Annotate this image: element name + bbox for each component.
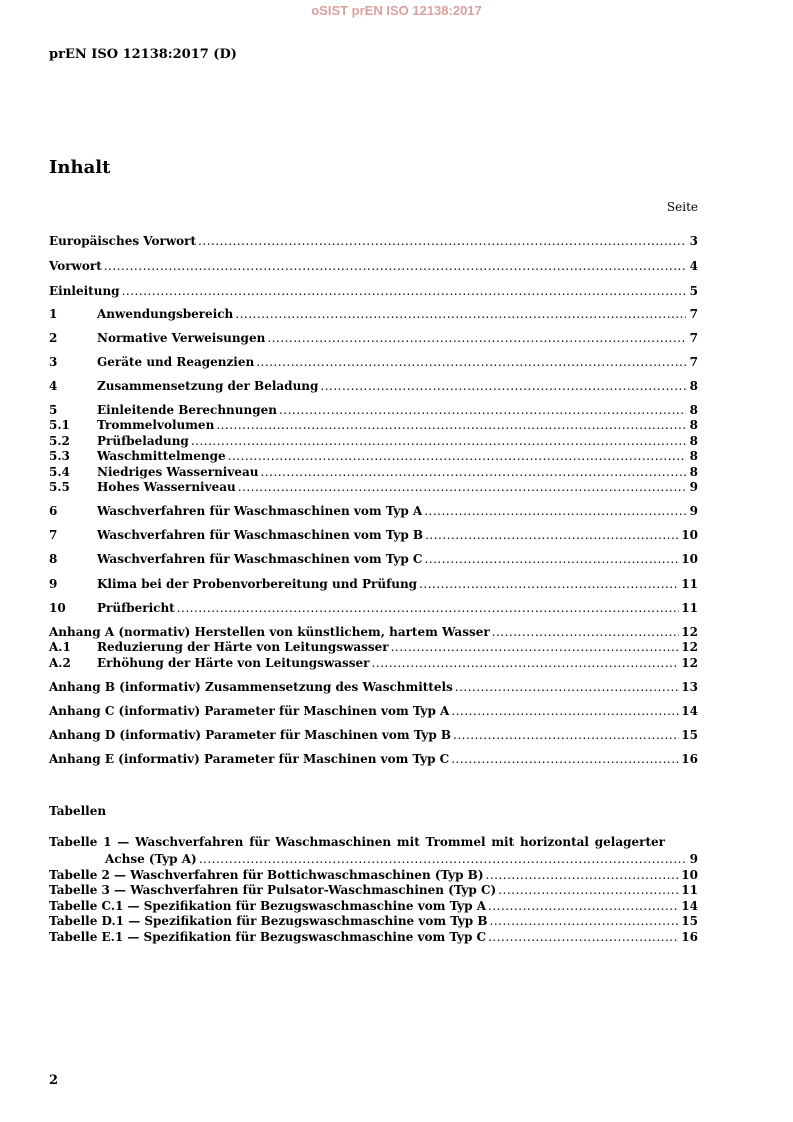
toc-entry-title: Prüfbericht xyxy=(97,601,175,615)
toc-entry[interactable] xyxy=(49,232,698,248)
toc-leader xyxy=(235,307,686,321)
page-title: Inhalt xyxy=(49,157,111,178)
toc-entry-title: Anhang D (informativ) Parameter für Maschinen vom Typ B xyxy=(49,728,452,742)
toc-entry-number: 5.3 xyxy=(49,449,70,463)
toc-entry[interactable] xyxy=(49,638,698,654)
toc-entry-page: 14 xyxy=(681,704,698,718)
toc-entry[interactable] xyxy=(49,447,698,463)
table-entry-title: Tabelle 2 — Waschverfahren für Bottichwaschmaschinen (Typ B) xyxy=(49,868,484,882)
toc-entry-number: A.2 xyxy=(49,656,71,670)
toc-entry-page: 10 xyxy=(681,552,698,566)
watermark: oSIST prEN ISO 12138:2017 xyxy=(311,3,482,18)
table-entry-title: Tabelle E.1 — Spezifikation für Bezugswaschmaschine vom Typ C xyxy=(49,930,487,944)
toc-entry-title: Normative Verweisungen xyxy=(97,331,266,345)
toc-entry-page: 16 xyxy=(681,752,698,766)
toc-entry-page: 8 xyxy=(689,379,698,393)
toc-leader xyxy=(486,868,680,882)
toc-entry-page: 12 xyxy=(681,656,698,670)
toc-entry-page: 10 xyxy=(681,528,698,542)
table-entry[interactable] xyxy=(49,912,698,928)
tables-heading: Tabellen xyxy=(49,804,107,818)
toc-entry-page: 9 xyxy=(689,504,698,518)
toc-leader xyxy=(177,601,680,615)
toc-entry-title: Einleitende Berechnungen xyxy=(97,403,277,417)
toc-entry-number: 5 xyxy=(49,403,58,417)
toc-entry-title: Prüfbeladung xyxy=(97,434,189,448)
table-entry-page: 9 xyxy=(689,852,698,866)
toc-entry[interactable] xyxy=(49,305,698,321)
toc-entry-title: Waschverfahren für Waschmaschinen vom Typ A xyxy=(97,504,423,518)
toc-leader xyxy=(256,355,686,369)
toc-entry[interactable] xyxy=(49,282,698,298)
toc-entry-page: 12 xyxy=(681,625,698,639)
toc-entry-page: 11 xyxy=(681,577,698,591)
toc-entry-title: Klima bei der Probenvorbereitung und Prüfung xyxy=(97,577,418,591)
table-entry-page: 15 xyxy=(681,914,698,928)
toc-leader xyxy=(419,577,679,591)
toc-entry-title: Anhang A (normativ) Herstellen von künstlichem, hartem Wasser xyxy=(49,625,490,639)
toc-entry-number: 5.4 xyxy=(49,465,70,479)
table-entry-title: Tabelle 3 — Waschverfahren für Pulsator-Waschmaschinen (Typ C) xyxy=(49,883,497,897)
toc-leader xyxy=(122,284,686,298)
toc-leader xyxy=(216,418,686,432)
toc-leader xyxy=(238,480,686,494)
toc-entry[interactable] xyxy=(49,550,698,566)
table-entry-page: 10 xyxy=(681,868,698,882)
table-entry-line[interactable]: Tabelle 1 — Waschverfahren für Waschmaschinen mit Trommel mit horizontal gelagerter xyxy=(49,835,665,849)
table-entry[interactable] xyxy=(105,850,698,866)
toc-entry-page: 11 xyxy=(681,601,698,615)
table-entry-page: 11 xyxy=(681,883,698,897)
toc-entry-number: 7 xyxy=(49,528,58,542)
table-entry-title: Achse (Typ A) xyxy=(105,852,197,866)
toc-entry-number: 5.2 xyxy=(49,434,70,448)
toc-leader xyxy=(267,331,686,345)
toc-entry[interactable] xyxy=(49,377,698,393)
toc-leader xyxy=(199,852,686,866)
toc-entry[interactable] xyxy=(49,575,698,591)
toc-entry[interactable] xyxy=(49,463,698,479)
toc-leader xyxy=(228,449,686,463)
toc-entry-page: 12 xyxy=(681,640,698,654)
toc-entry-number: 5.5 xyxy=(49,480,70,494)
toc-leader xyxy=(488,930,679,944)
toc-entry-title: Anhang B (informativ) Zusammensetzung des Waschmittels xyxy=(49,680,453,694)
toc-entry-number: 2 xyxy=(49,331,58,345)
toc-entry-page: 8 xyxy=(689,449,698,463)
toc-entry-page: 13 xyxy=(681,680,698,694)
toc-entry[interactable] xyxy=(49,726,698,742)
toc-leader xyxy=(455,680,680,694)
toc-leader xyxy=(492,625,680,639)
toc-entry-page: 8 xyxy=(689,403,698,417)
toc-leader xyxy=(191,434,686,448)
toc-entry-title: Geräte und Reagenzien xyxy=(97,355,255,369)
toc-entry-number: 1 xyxy=(49,307,58,321)
toc-entry[interactable] xyxy=(49,478,698,494)
toc-leader xyxy=(279,403,686,417)
toc-leader xyxy=(451,752,679,766)
table-entry[interactable] xyxy=(49,866,698,882)
toc-leader xyxy=(198,234,686,248)
toc-entry-title: Hohes Wasserniveau xyxy=(97,480,236,494)
toc-leader xyxy=(490,914,680,928)
toc-entry[interactable] xyxy=(49,623,698,639)
table-entry[interactable] xyxy=(49,928,698,944)
toc-entry[interactable] xyxy=(49,416,698,432)
toc-entry[interactable] xyxy=(49,401,698,417)
toc-entry-title: Einleitung xyxy=(49,284,120,298)
toc-entry-title: Zusammensetzung der Beladung xyxy=(97,379,319,393)
toc-entry-page: 7 xyxy=(689,307,698,321)
toc-entry-page: 15 xyxy=(681,728,698,742)
toc-leader xyxy=(104,259,686,273)
toc-entry-title: Reduzierung der Härte von Leitungswasser xyxy=(97,640,389,654)
toc-entry[interactable] xyxy=(49,654,698,670)
toc-entry-number: 9 xyxy=(49,577,58,591)
toc-leader xyxy=(425,528,679,542)
table-entry-title: Tabelle D.1 — Spezifikation für Bezugswaschmaschine vom Typ B xyxy=(49,914,488,928)
toc-entry-page: 8 xyxy=(689,465,698,479)
toc-leader xyxy=(451,704,679,718)
page-number: 2 xyxy=(49,1073,59,1088)
toc-entry[interactable] xyxy=(49,750,698,766)
toc-entry-number: 6 xyxy=(49,504,58,518)
toc-entry-number: 4 xyxy=(49,379,58,393)
toc-leader xyxy=(424,504,686,518)
toc-entry[interactable] xyxy=(49,526,698,542)
toc-entry-page: 8 xyxy=(689,418,698,432)
toc-entry-page: 5 xyxy=(689,284,698,298)
document-id: prEN ISO 12138:2017 (D) xyxy=(49,47,237,62)
toc-entry-title: Niedriges Wasserniveau xyxy=(97,465,259,479)
toc-entry-title: Europäisches Vorwort xyxy=(49,234,197,248)
table-entry[interactable] xyxy=(49,881,698,897)
toc-entry[interactable] xyxy=(49,678,698,694)
toc-entry-number: 3 xyxy=(49,355,58,369)
toc-entry-page: 8 xyxy=(689,434,698,448)
table-entry[interactable] xyxy=(49,897,698,913)
table-entry-page: 14 xyxy=(681,899,698,913)
toc-entry-title: Waschverfahren für Waschmaschinen vom Typ B xyxy=(97,528,424,542)
toc-entry-number: 5.1 xyxy=(49,418,70,432)
toc-entry-title: Erhöhung der Härte von Leitungswasser xyxy=(97,656,370,670)
toc-entry[interactable] xyxy=(49,432,698,448)
toc-entry-page: 4 xyxy=(689,259,698,273)
toc-entry-number: A.1 xyxy=(49,640,71,654)
toc-entry[interactable] xyxy=(49,257,698,273)
toc-entry[interactable] xyxy=(49,502,698,518)
toc-entry-title: Anwendungsbereich xyxy=(97,307,234,321)
toc-entry-page: 3 xyxy=(689,234,698,248)
page-column-label: Seite xyxy=(666,200,698,214)
toc-entry[interactable] xyxy=(49,702,698,718)
toc-entry[interactable] xyxy=(49,353,698,369)
toc-leader xyxy=(260,465,686,479)
toc-leader xyxy=(320,379,686,393)
toc-entry-number: 8 xyxy=(49,552,58,566)
table-entry-title: Tabelle C.1 — Spezifikation für Bezugswaschmaschine vom Typ A xyxy=(49,899,487,913)
toc-leader xyxy=(371,656,679,670)
toc-entry-title: Anhang C (informativ) Parameter für Maschinen vom Typ A xyxy=(49,704,450,718)
toc-leader xyxy=(391,640,680,654)
toc-entry-page: 9 xyxy=(689,480,698,494)
toc-entry-title: Waschmittelmenge xyxy=(97,449,226,463)
toc-leader xyxy=(488,899,679,913)
toc-leader xyxy=(424,552,679,566)
toc-leader xyxy=(453,728,679,742)
toc-entry-title: Anhang E (informativ) Parameter für Maschinen vom Typ C xyxy=(49,752,450,766)
table-entry-page: 16 xyxy=(681,930,698,944)
toc-entry-page: 7 xyxy=(689,355,698,369)
toc-entry-title: Vorwort xyxy=(49,259,102,273)
toc-entry-title: Trommelvolumen xyxy=(97,418,215,432)
toc-entry[interactable] xyxy=(49,329,698,345)
toc-entry[interactable] xyxy=(49,599,698,615)
toc-leader xyxy=(498,883,679,897)
toc-entry-number: 10 xyxy=(49,601,66,615)
toc-entry-page: 7 xyxy=(689,331,698,345)
toc-entry-title: Waschverfahren für Waschmaschinen vom Typ C xyxy=(97,552,423,566)
